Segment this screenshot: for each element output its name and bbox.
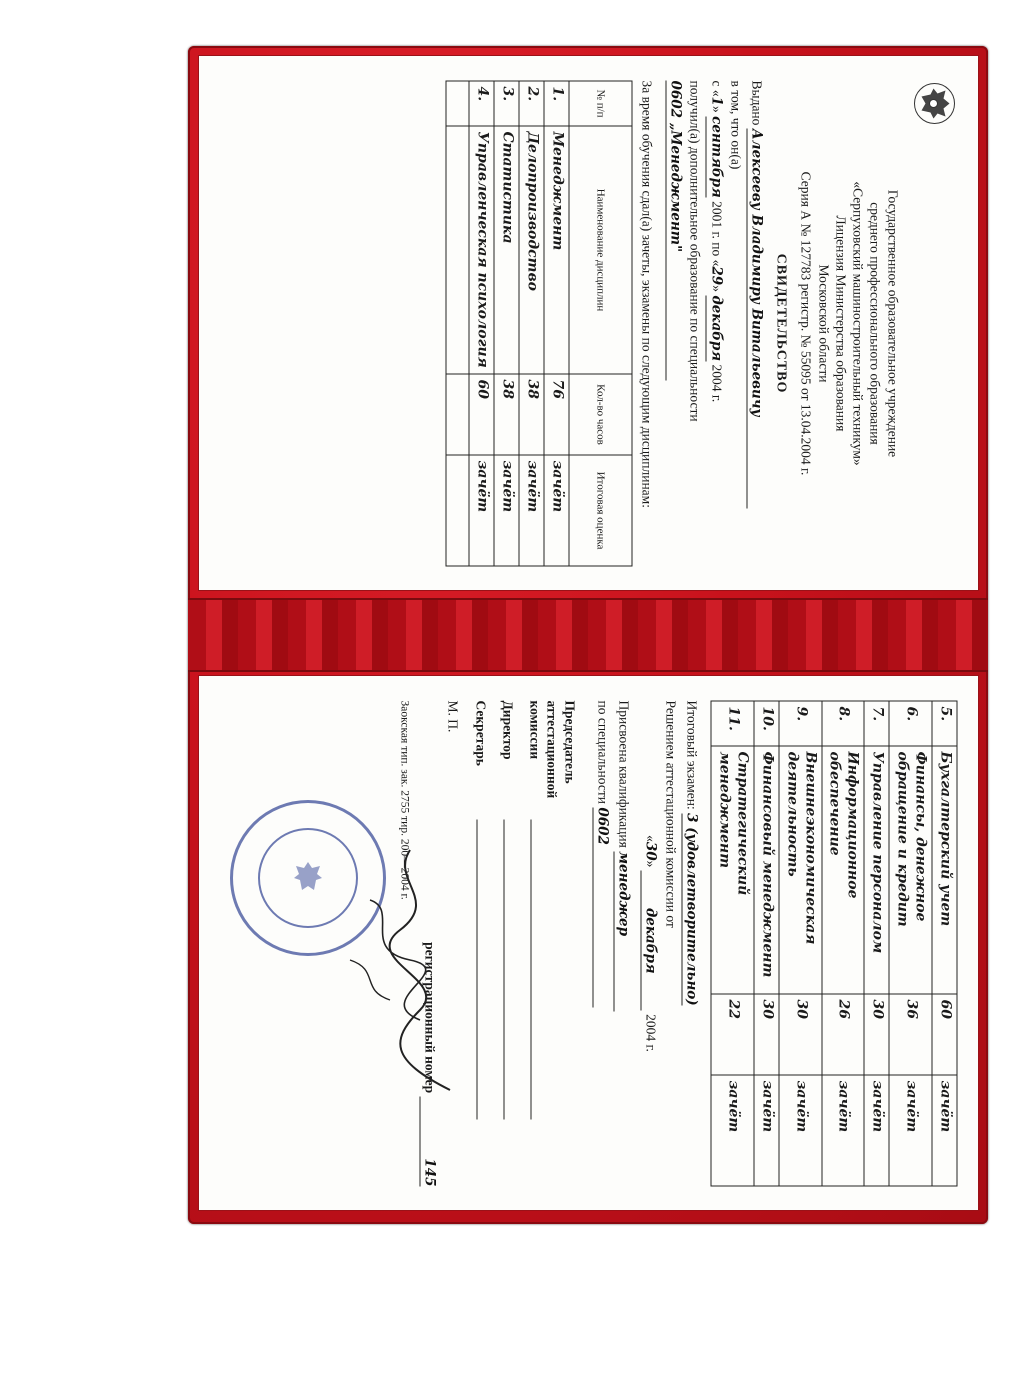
grades-table — [446, 81, 633, 567]
secretary-label: Секретарь — [473, 700, 489, 766]
final-exam-label: Итоговый экзамен: — [684, 700, 700, 810]
reg-label: регистрационный номер — [422, 942, 438, 1094]
grades-table-continued — [711, 701, 958, 1187]
from-month: сентября — [706, 116, 724, 198]
from-day: 1 — [708, 96, 725, 107]
institution-header — [798, 81, 902, 567]
in-that-label: в том, что он(а) — [728, 80, 744, 170]
row-number: 4. — [469, 81, 494, 126]
institution-line: «Серпуховский машиностроительный техникум» — [850, 181, 866, 466]
table-row — [519, 81, 544, 566]
row-discipline: Стратегический менеджмент — [711, 746, 754, 994]
stamp-eagle-icon — [288, 858, 328, 898]
decision-month: декабря — [641, 871, 659, 1011]
during-text: За время обучения сдал(а) зачеты, экзамены по следующим дисциплинам: — [639, 80, 655, 508]
row-discipline: Управление персоналом — [864, 746, 889, 994]
table-row — [469, 81, 494, 566]
final-exam-value: 3 (удовлетворительно) — [681, 813, 699, 1006]
table-row — [544, 81, 569, 566]
table-row — [446, 81, 469, 566]
period-line: с «1» сентября 2001 г. по «29» декабря 2004 г. — [706, 81, 725, 567]
table-row — [754, 701, 779, 1186]
chair-signature-line — [531, 820, 532, 1120]
row-number: 7. — [864, 701, 889, 746]
to-year: 2004 г. — [709, 364, 725, 403]
issued-label: Выдано — [749, 80, 765, 126]
row-number: 1. — [544, 81, 569, 126]
row-grade: зачёт — [932, 1075, 957, 1186]
row-number: 2. — [519, 81, 544, 126]
row-grade: зачёт — [494, 455, 519, 566]
specialty-hand: 0602 „Менеджмент" — [665, 81, 683, 381]
table-row — [494, 81, 519, 566]
row-hours: 60 — [932, 994, 957, 1075]
row-grade: зачёт — [544, 455, 569, 566]
row-discipline: Финансовый менеджмент — [754, 746, 779, 994]
mp-label: М. П. — [445, 700, 461, 733]
row-hours: 38 — [519, 374, 544, 455]
row-discipline: Внешнеэкономическая деятельность — [779, 746, 822, 994]
from-year: 2001 г. по « — [709, 201, 725, 267]
chair-label: Председатель аттестационной комиссии — [527, 700, 578, 799]
specialty-label: по специальности — [595, 700, 611, 804]
qualification-label: Присвоена квалификация — [616, 700, 632, 848]
row-discipline: Информационное обеспечение — [822, 746, 865, 994]
reg-value: 145 — [419, 1097, 437, 1187]
director-signature-line — [503, 820, 504, 1120]
col-number-header: № п/п — [569, 81, 632, 126]
specialty-value: 0602 — [592, 807, 610, 1007]
row-discipline: Бухгалтерский учет — [932, 746, 957, 994]
row-hours: 60 — [469, 374, 494, 455]
row-number: 10. — [754, 701, 779, 746]
row-hours: 76 — [544, 374, 569, 455]
row-hours: 38 — [494, 374, 519, 455]
row-hours: 26 — [822, 994, 865, 1075]
to-month: декабря — [706, 295, 724, 361]
row-grade: зачёт — [711, 1075, 754, 1186]
row-grade: зачёт — [754, 1075, 779, 1186]
director-label: Директор — [500, 700, 516, 760]
certificate-left-page — [199, 56, 978, 590]
row-discipline: Финансы, денежное обращение и кредит — [889, 746, 932, 994]
row-hours: 22 — [711, 994, 754, 1075]
institution-line: Государственное образовательное учреждение — [885, 189, 901, 458]
row-discipline: Статистика — [494, 126, 519, 374]
table-row — [889, 701, 932, 1186]
from-prefix: с « — [709, 80, 725, 97]
row-hours: 30 — [864, 994, 889, 1075]
row-hours: 30 — [754, 994, 779, 1075]
certificate-right-page: 5. Бухгалтерский учет 60 зачёт 6. Финансы, денежное обращение и кредит 36 зачёт 7. Управление персоналом 30 зачёт 8. Информационное обеспечение 26 зачёт 9. Внешнеэкономическая деятельность 30 зачёт 10. Финансовый менеджмент 30 зачёт 11. Стратегический менеджмент 22 зачёт Итоговый экзамен: 3 (удовлетворительно) Решением аттестационной комиссии от «30» декабря 2004 г. Присвоена квалификация менеджер по специальности 0602 Председатель аттестационной комиссии Директор Секретарь М. П. регистрационный номер 145 Заокская тип. зак. 2755 тир. 200—2004 г. — [199, 676, 978, 1210]
institution-line: Серия А № 127783 регистр. № 55095 от 13.04.2004 г. — [798, 171, 814, 476]
row-grade: зачёт — [889, 1075, 932, 1186]
decision-text: Решением аттестационной комиссии от — [663, 700, 679, 928]
row-number: 8. — [822, 701, 865, 746]
qualification-value: менеджер — [613, 851, 631, 1011]
certificate-title: СВИДЕТЕЛЬСТВО — [773, 253, 789, 394]
row-grade: зачёт — [822, 1075, 865, 1186]
row-number: 6. — [889, 701, 932, 746]
table-row — [932, 701, 957, 1186]
table-row — [822, 701, 865, 1186]
row-discipline: Управленческая психология — [469, 126, 494, 374]
table-header-row — [569, 81, 632, 566]
row-hours: 36 — [889, 994, 932, 1075]
col-discipline-header: Наименование дисциплин — [569, 126, 632, 374]
row-grade: зачёт — [864, 1075, 889, 1186]
double-headed-eagle-icon — [912, 81, 958, 127]
print-info: Заокская тип. зак. 2755 тир. 200—2004 г. — [398, 700, 411, 900]
issued-name: Алексееву Владимиру Витальевичу — [746, 129, 764, 509]
row-number: 3. — [494, 81, 519, 126]
row-hours: 30 — [779, 994, 822, 1075]
row-grade: зачёт — [779, 1075, 822, 1186]
decision-day: 30 — [643, 841, 659, 861]
document-spine — [188, 598, 988, 672]
row-grade: зачёт — [519, 455, 544, 566]
row-number: 9. — [779, 701, 822, 746]
table-row — [779, 701, 822, 1186]
row-number: 5. — [932, 701, 957, 746]
institution-line: среднего профессионального образования — [867, 202, 883, 445]
to-day: 29 — [708, 266, 725, 286]
row-discipline: Менеджмент — [544, 126, 569, 374]
decision-year: 2004 г. — [644, 1014, 659, 1052]
table-row — [864, 701, 889, 1186]
col-grade-header: Итоговая оценка — [569, 455, 632, 566]
row-grade: зачёт — [469, 455, 494, 566]
table-row — [711, 701, 754, 1186]
handwritten-signatures — [330, 840, 490, 1100]
institution-line: Московской области — [816, 264, 832, 383]
row-discipline: Делопроизводство — [519, 126, 544, 374]
received-text: получил(а) дополнительное образование по специальности — [687, 80, 703, 422]
col-hours-header: Кол-во часов — [569, 374, 632, 455]
institution-line: Лицензия Министерства образования — [833, 215, 849, 432]
row-number: 11. — [711, 701, 754, 746]
